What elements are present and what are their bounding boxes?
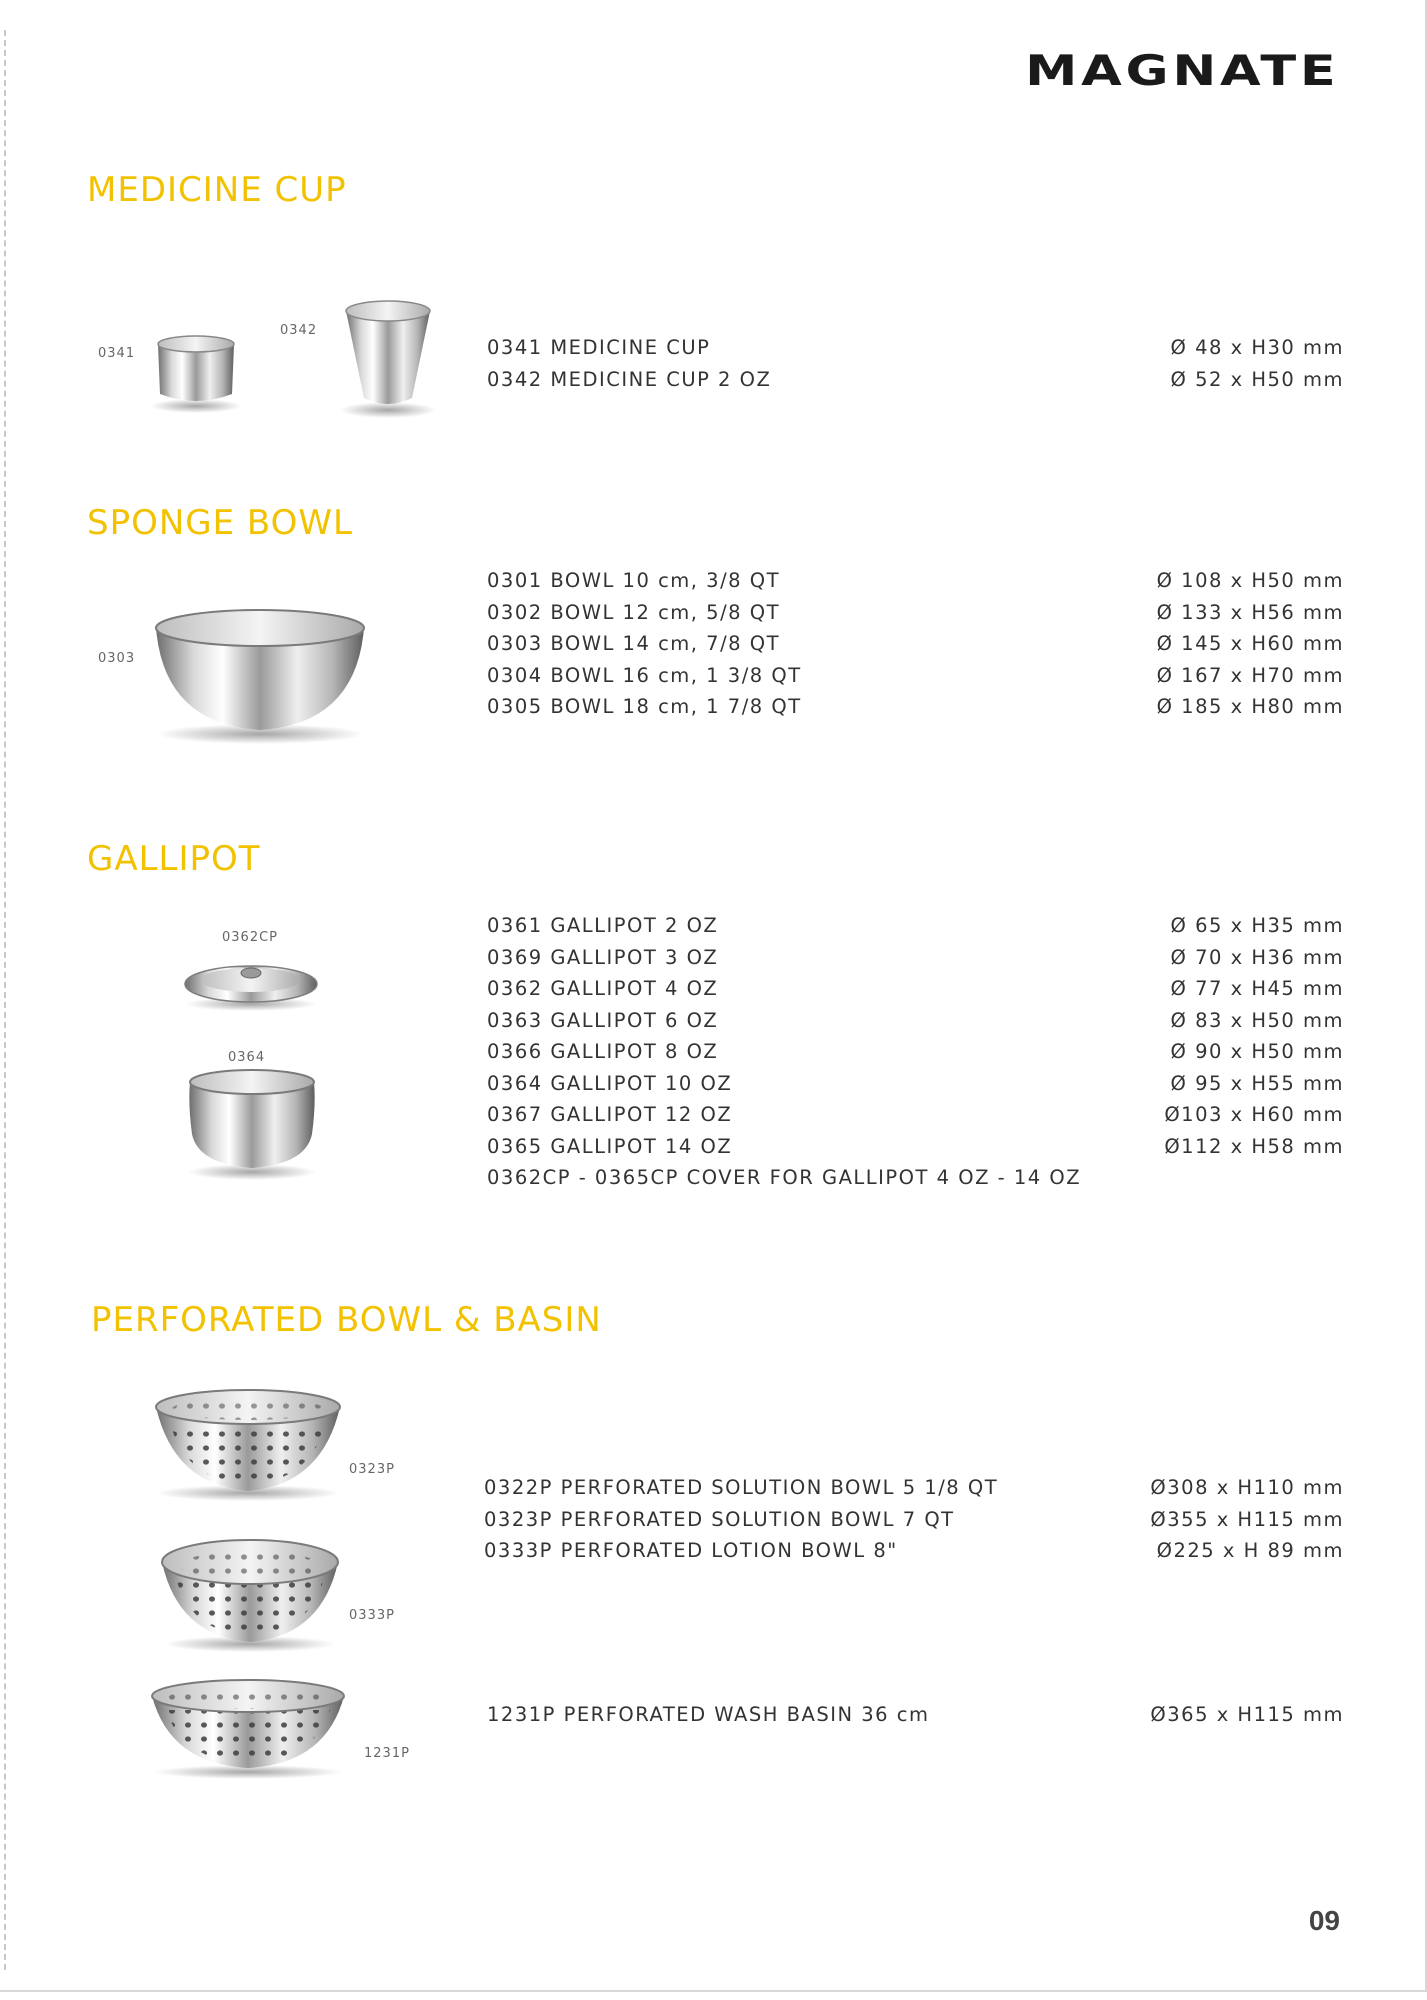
product-row: [487, 1135, 1344, 1167]
product-row: [487, 601, 1344, 633]
product-row: [487, 1103, 1344, 1135]
product-name: 0367 GALLIPOT 12 OZ: [487, 1103, 733, 1126]
product-row: [487, 1009, 1344, 1041]
page-number: 09: [1308, 1905, 1340, 1936]
perforated-bowl-table: [484, 1476, 1344, 1571]
product-name: 0366 GALLIPOT 8 OZ: [487, 1040, 719, 1063]
product-name: 0363 GALLIPOT 6 OZ: [487, 1008, 719, 1032]
product-name: 0302 BOWL 12 cm, 5/8 QT: [487, 600, 781, 624]
product-dimension: Ø355 x H115 mm: [1150, 1507, 1344, 1531]
product-name: 1231P PERFORATED WASH BASIN 36 cm: [487, 1703, 930, 1726]
label-0362cp: 0362CP: [222, 930, 279, 945]
product-name: 0361 GALLIPOT 2 OZ: [487, 914, 719, 937]
label-0333p: 0333P: [349, 1608, 395, 1623]
product-row: [487, 1166, 1344, 1198]
product-row: [484, 1539, 1344, 1571]
medicine-cup-0342-image: [338, 296, 438, 421]
product-dimension: Ø103 x H60 mm: [1164, 1103, 1344, 1126]
product-name: 0322P PERFORATED SOLUTION BOWL 5 1/8 QT: [484, 1476, 999, 1499]
product-row: [487, 368, 1344, 400]
product-dimension: Ø 145 x H60 mm: [1156, 632, 1344, 655]
product-dimension: Ø 77 x H45 mm: [1170, 977, 1344, 1000]
product-name: 0365 GALLIPOT 14 OZ: [487, 1134, 733, 1158]
product-dimension: Ø 108 x H50 mm: [1156, 569, 1344, 592]
product-row: [487, 914, 1344, 946]
product-dimension: Ø 90 x H50 mm: [1170, 1040, 1344, 1063]
gallipot-image: [184, 1064, 320, 1182]
product-dimension: Ø112 x H58 mm: [1164, 1134, 1344, 1158]
medicine-cup-table: [487, 336, 1344, 399]
perforated-basin-table: [487, 1703, 1344, 1735]
section-title-perforated: PERFORATED BOWL & BASIN: [91, 1300, 602, 1340]
binding-edge: [4, 30, 8, 1970]
product-dimension: Ø 48 x H30 mm: [1170, 336, 1344, 359]
product-row: [487, 946, 1344, 978]
product-row: [487, 977, 1344, 1009]
label-0364: 0364: [228, 1050, 266, 1065]
product-row: [487, 695, 1344, 727]
perforated-bowl-0333p-image: [156, 1536, 344, 1654]
product-dimension: Ø 70 x H36 mm: [1170, 945, 1344, 969]
product-name: 0341 MEDICINE CUP: [487, 336, 711, 359]
product-row: [487, 569, 1344, 601]
product-dimension: Ø308 x H110 mm: [1150, 1476, 1344, 1499]
gallipot-table: [487, 914, 1344, 1198]
product-dimension: Ø225 x H 89 mm: [1156, 1539, 1344, 1562]
product-dimension: Ø 83 x H50 mm: [1170, 1008, 1344, 1032]
product-name: 0362CP - 0365CP COVER FOR GALLIPOT 4 OZ - 14 OZ: [487, 1166, 1082, 1189]
section-title-sponge-bowl: SPONGE BOWL: [87, 503, 353, 543]
label-1231p: 1231P: [364, 1746, 410, 1761]
product-row: [487, 336, 1344, 368]
product-dimension: Ø365 x H115 mm: [1150, 1703, 1344, 1726]
sponge-bowl-table: [487, 569, 1344, 727]
label-0342: 0342: [280, 323, 318, 338]
product-dimension: Ø 95 x H55 mm: [1170, 1071, 1344, 1095]
product-name: 0369 GALLIPOT 3 OZ: [487, 945, 719, 969]
product-dimension: Ø 65 x H35 mm: [1170, 914, 1344, 937]
label-0341: 0341: [98, 346, 136, 361]
product-name: 0333P PERFORATED LOTION BOWL 8": [484, 1539, 898, 1562]
product-name: 0364 GALLIPOT 10 OZ: [487, 1071, 733, 1095]
gallipot-cover-image: [180, 950, 322, 1012]
product-row: [484, 1508, 1344, 1540]
product-row: [487, 632, 1344, 664]
section-title-gallipot: GALLIPOT: [87, 839, 261, 879]
perforated-bowl-0323p-image: [150, 1385, 346, 1503]
product-name: 0323P PERFORATED SOLUTION BOWL 7 QT: [484, 1507, 955, 1531]
product-name: 0342 MEDICINE CUP 2 OZ: [487, 367, 772, 391]
product-name: 0303 BOWL 14 cm, 7/8 QT: [487, 632, 781, 655]
product-dimension: Ø 133 x H56 mm: [1156, 600, 1344, 624]
product-row: [487, 664, 1344, 696]
product-name: 0304 BOWL 16 cm, 1 3/8 QT: [487, 663, 802, 687]
medicine-cup-0341-image: [148, 330, 248, 415]
brand-logo: MAGNATE: [1025, 46, 1340, 95]
product-name: 0305 BOWL 18 cm, 1 7/8 QT: [487, 695, 802, 718]
product-dimension: Ø 167 x H70 mm: [1156, 663, 1344, 687]
product-row: [487, 1072, 1344, 1104]
section-title-medicine-cup: MEDICINE CUP: [87, 170, 347, 210]
product-row: [487, 1703, 1344, 1735]
product-dimension: Ø 185 x H80 mm: [1156, 695, 1344, 718]
sponge-bowl-image: [150, 606, 370, 746]
product-row: [487, 1040, 1344, 1072]
perforated-basin-1231p-image: [148, 1676, 348, 1780]
product-dimension: Ø 52 x H50 mm: [1170, 367, 1344, 391]
product-name: 0301 BOWL 10 cm, 3/8 QT: [487, 569, 781, 592]
product-row: [484, 1476, 1344, 1508]
label-0303: 0303: [98, 651, 136, 666]
product-name: 0362 GALLIPOT 4 OZ: [487, 977, 719, 1000]
label-0323p: 0323P: [349, 1462, 395, 1477]
